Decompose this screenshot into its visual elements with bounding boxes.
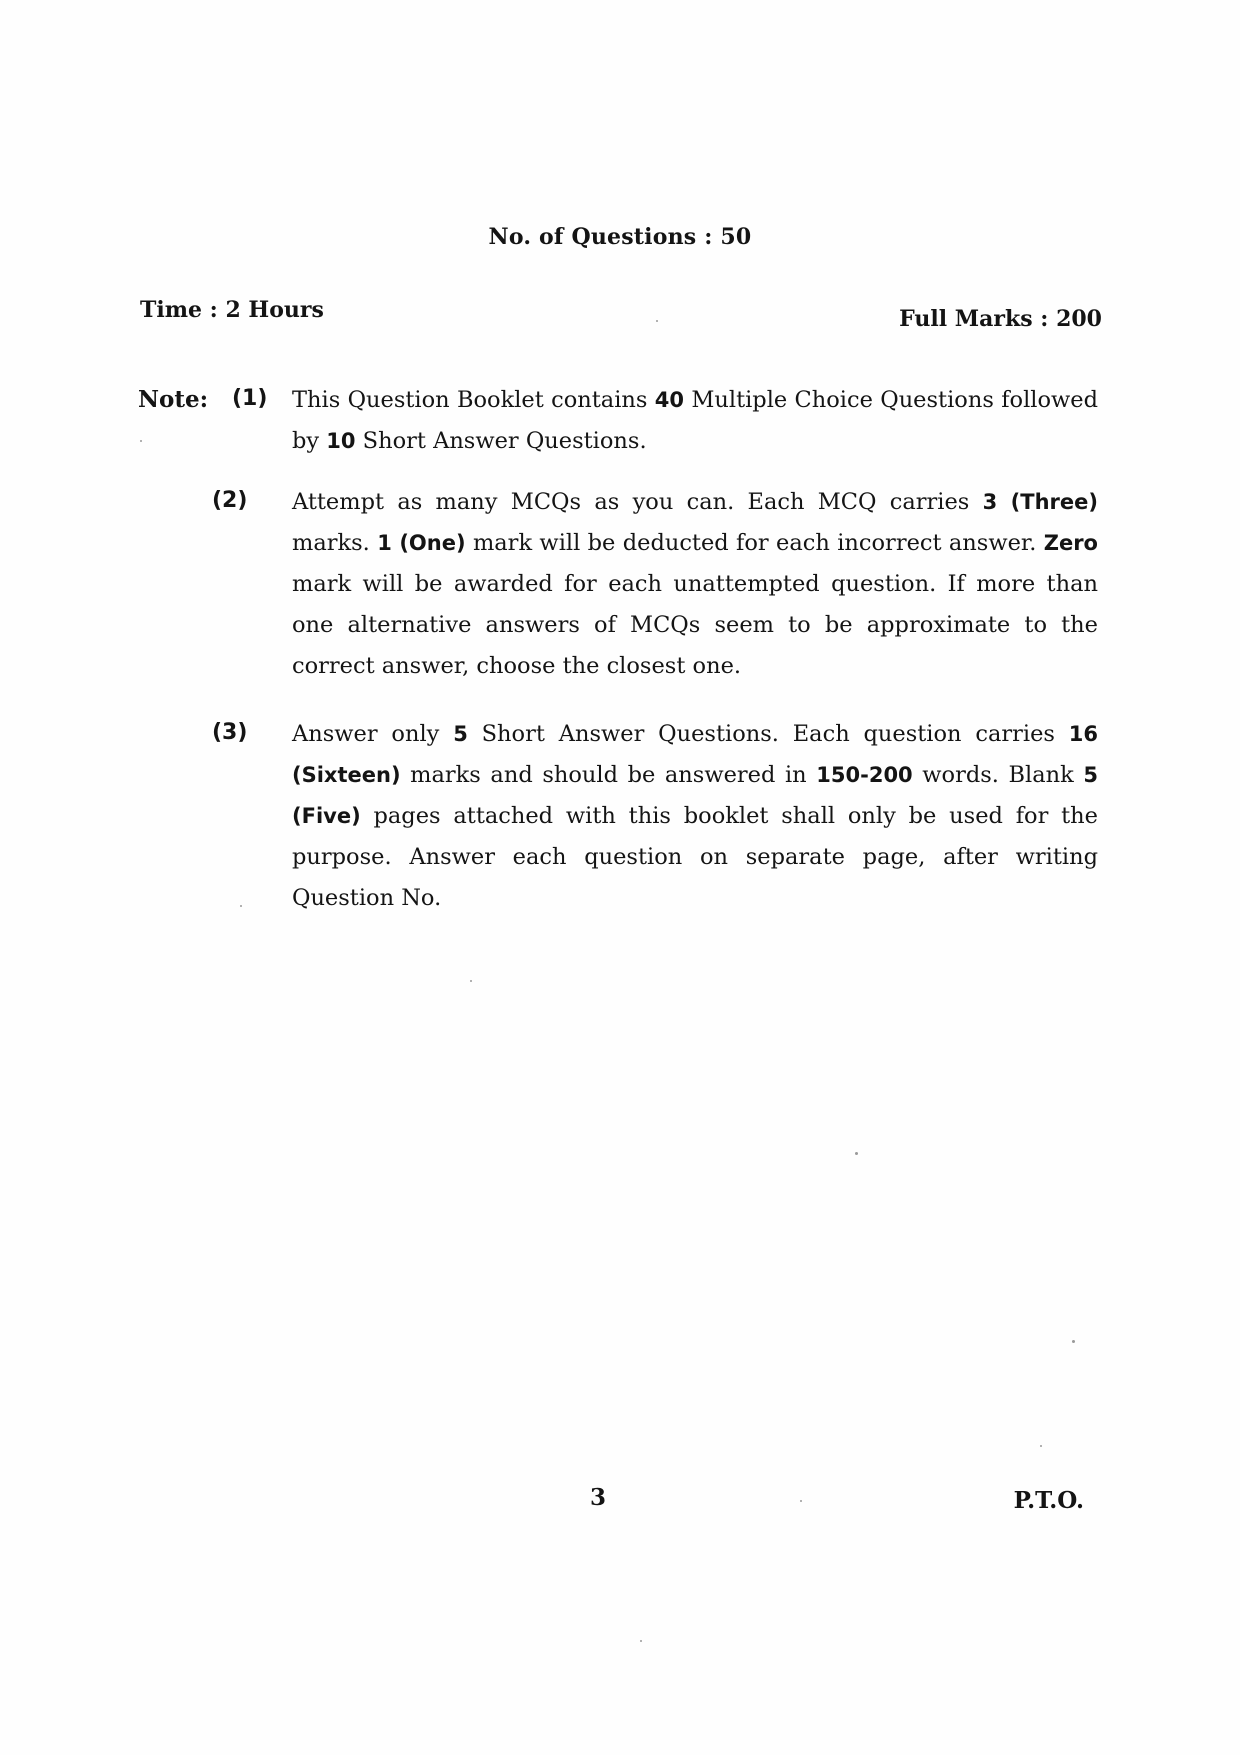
note-emphasis: 40 [654,388,685,412]
scan-speck [1072,1340,1075,1343]
note-text: This Question Booklet contains [292,387,655,413]
note-number-1: (1) [232,386,268,411]
note-number-2: (2) [212,488,248,513]
note-text: marks and should be answered in [400,762,817,788]
note-item-3 [292,714,1098,919]
time-label: Time [140,297,203,323]
note-text: Short Answer Questions. [355,428,647,454]
scan-speck [1040,1445,1042,1447]
note-text: Multiple Choice Questions followed by [292,387,1098,454]
time-value: 2 Hours [225,297,324,323]
page-number: 3 [590,1484,607,1511]
full-marks [899,306,1102,332]
time-separator: : [202,297,226,323]
full-marks-separator: : [1032,306,1057,332]
note-emphasis: 1 (One) [377,531,466,555]
num-questions-value: 50 [720,224,752,250]
note-text: Answer only [292,721,454,747]
note-emphasis: 150-200 [816,763,913,787]
scan-speck [855,1152,858,1155]
note-label: Note: [138,386,209,413]
number-of-questions [0,224,1240,250]
full-marks-label: Full Marks [899,306,1033,332]
note-emphasis: 16 (Sixteen) [292,722,1098,787]
num-questions-label: No. of Questions [488,224,697,250]
scan-speck [656,320,658,322]
note-text: mark will be awarded for each unattempted question. If more than one alternative answers of MCQs seem to be approximate to the correct answer, choose the closest one. [292,571,1098,679]
time-allowed [140,297,324,323]
please-turn-over: P.T.O. [1013,1487,1084,1514]
scan-speck [240,905,242,907]
note-emphasis: 5 [453,722,468,746]
note-emphasis: 10 [326,429,356,453]
note-text: pages attached with this booklet shall only be used for the purpose. Answer each question on separate page, after writing Question No. [292,803,1098,911]
num-questions-separator: : [696,224,721,250]
scan-speck [640,1640,642,1642]
note-number-3: (3) [212,720,248,745]
note-emphasis: Zero [1043,531,1098,555]
scan-speck [140,440,142,442]
note-emphasis: 3 (Three) [982,490,1098,514]
note-item-1 [292,380,1098,462]
note-text: marks. [292,530,378,556]
note-text: Short Answer Questions. Each question carries [467,721,1069,747]
note-item-2 [292,482,1098,687]
note-text: words. Blank [912,762,1084,788]
note-text: Attempt as many MCQs as you can. Each MCQ carries [292,489,983,515]
note-text: mark will be deducted for each incorrect answer. [465,530,1044,556]
scan-speck [800,1500,802,1502]
note-emphasis: 5 (Five) [292,763,1099,828]
scan-speck [470,980,472,982]
full-marks-value: 200 [1056,306,1102,332]
